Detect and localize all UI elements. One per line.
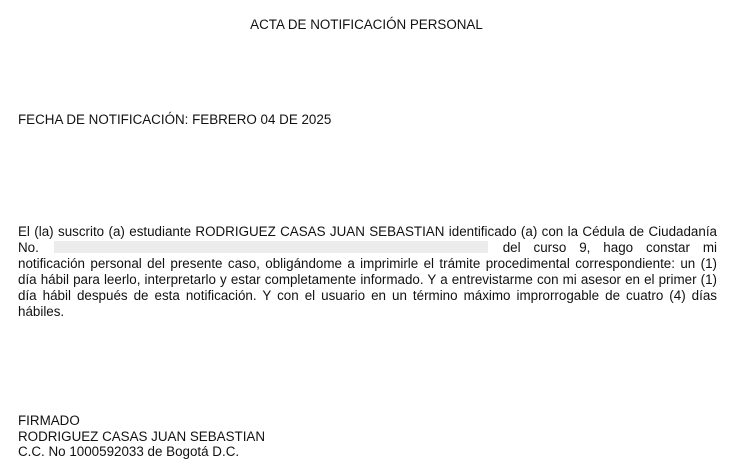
signature-label: FIRMADO bbox=[18, 413, 80, 428]
signature-name: RODRIGUEZ CASAS JUAN SEBASTIAN bbox=[18, 428, 266, 444]
notification-date: FECHA DE NOTIFICACIÓN: FEBRERO 04 DE 2025 bbox=[18, 112, 332, 127]
notification-body bbox=[18, 224, 717, 320]
body-intro: El (la) suscrito (a) estudiante bbox=[18, 224, 196, 239]
body-after-id: del curso 9, hago constar mi notificación personal del presente caso, obligándome a imprimirle el trámite procedimental correspondiente: un (1) día hábil para leerlo, interpretarlo y estar completamente informado. Y a entrevistarme con mi asesor en el primer (1) día hábil después de esta notificación. Y con el usuario en un término máximo improrrogable de cuatro (4) días hábiles. bbox=[18, 240, 718, 319]
signature-block bbox=[18, 413, 265, 460]
signature-id: C.C. No 1000592033 de Bogotá D.C. bbox=[18, 444, 240, 459]
document-title: ACTA DE NOTIFICACIÓN PERSONAL bbox=[250, 17, 483, 32]
student-name: RODRIGUEZ CASAS JUAN SEBASTIAN bbox=[195, 224, 445, 239]
body-id-phrase: identificado (a) con la Cédula de Ciudadanía No. bbox=[18, 224, 717, 255]
redacted-id-number bbox=[54, 241, 488, 253]
